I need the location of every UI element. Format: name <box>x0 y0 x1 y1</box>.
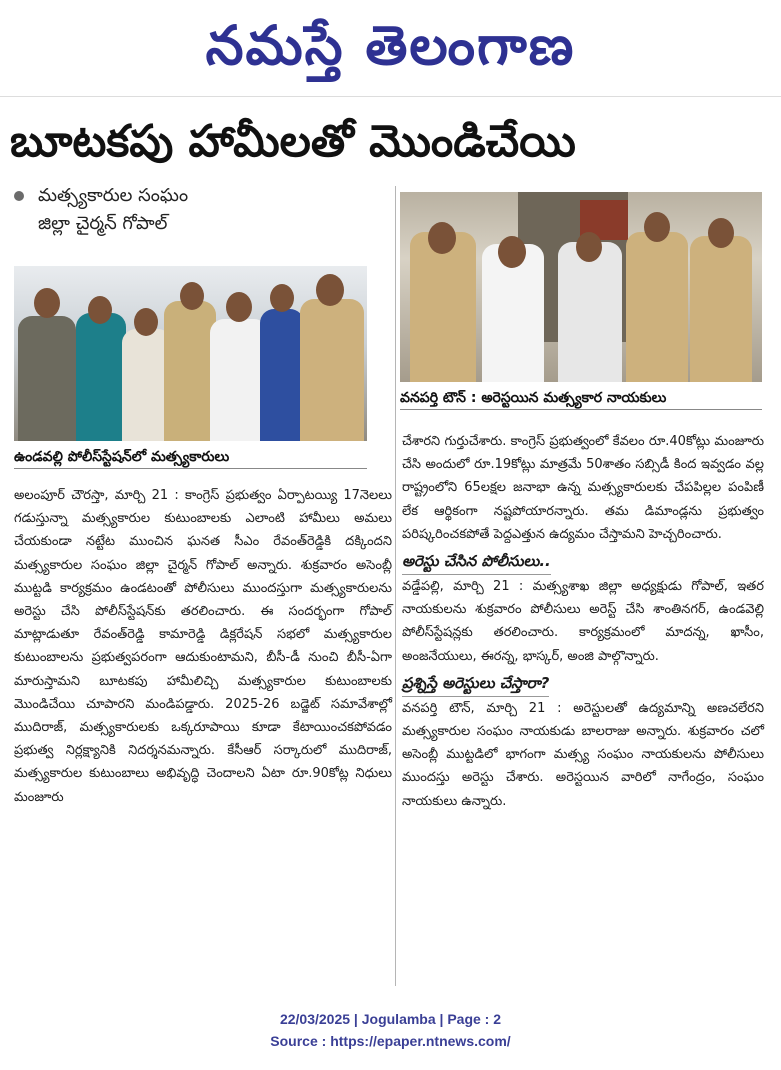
section-body-arrests: వడ్డేపల్లి, మార్చి 21 : మత్స్యశాఖ జిల్లా అధ్యక్షుడు గోపాల్, ఇతర నాయకులను శుక్రవారం పోలీసులు అరెస్ట్ చేసి శాంతినగర్, ఉండవెల్లి పోలీస్‌స్టేషన్లకు తరలించారు. కార్యక్రమంలో మాదన్న, ఖాసీం, అంజనేయులు, ఈరన్న, భాస్కర్, అంజి పాల్గొన్నారు. <box>402 579 764 664</box>
footer-date-edition: 22/03/2025 | Jogulamba | Page : 2 <box>279 1011 502 1027</box>
article-left-column: అలంపూర్ చౌరస్తా, మార్చి 21 : కాంగ్రెస్ ప్రభుత్వం ఏర్పాటయ్యి 17నెలలు గడుస్తున్నా మత్స్యకారుల కుటుంబాలకు ఎలాంటి హామీలు అమలు చేయకుండా నట్టేట ముంచిన ఘనత సీఎం రేవంత్‌రెడ్డికి దక్కిందని మత్స్యకారుల సంఘం జిల్లా చైర్మన్ గోపాల్ అన్నారు. శుక్రవారం అసెంబ్లీ ముట్టడి కార్యక్రమం ఉండటంతో పోలీసులు ముందస్తుగా మత్స్యకారులను అరెస్టు చేసి పోలీస్‌స్టేషన్‌కు తరలించారు. ఈ సందర్భంగా గోపాల్ మాట్లాడుతూ రేవంత్‌రెడ్డి కామారెడ్డి డిక్లరేషన్ సభలో మత్స్యకారుల కుటుంబాలను ప్రభుత్వపరంగా ఆదుకుంటామని, బీసీ-డీ నుంచి బీసీ-ఏగా మారుస్తామని బూటకపు హామీలిచ్చి మత్స్యకారుల కుటుంబాలకు మొండిచేయి చూపారని మండిపడ్డారు. 2025-26 బడ్జెట్ సమావేశాల్లో ముదిరాజ్, మత్స్యకారులకు ఒక్కరూపాయి కూడా కేటాయించకపోవడం ప్రభుత్వ నిర్లక్ష్యానికి నిదర్శనమన్నారు. కేసీఆర్ సర్కారులో ముదిరాజ్, మత్స్యకారుల కుటుంబాలు అభివృద్ధి చెందాలని ఏటా రూ.90కోట్ల నిధులు మంజూరు <box>14 488 392 805</box>
masthead-divider <box>0 96 781 97</box>
photo-arrested-leaders <box>400 192 762 382</box>
photo-caption-left: ఉండవల్లి పోలీస్‌స్టేషన్‌లో మత్స్యకారులు <box>14 446 367 469</box>
article-subheadline <box>14 182 394 238</box>
article-headline: బూటకపు హామీలతో మొండిచేయి <box>10 116 576 167</box>
newspaper-masthead: నమస్తే తెలంగాణ <box>205 14 576 77</box>
section-heading-arrests: అరెస్టు చేసిన పోలీసులు.. <box>402 548 551 575</box>
subheadline-line-2: జిల్లా చైర్మన్ గోపాల్ <box>38 213 168 234</box>
photo-caption-right: వనపర్తి టౌన్ : అరెస్టయిన మత్స్యకార నాయకులు <box>400 387 762 410</box>
section-body-question: వనపర్తి టౌన్, మార్చి 21 : అరెస్టులతో ఉద్యమాన్ని అణచలేరని మత్స్యకారుల సంఘం నాయకుడు బాలరాజు అన్నారు. శుక్రవారం చలో అసెంబ్లీ ముట్టడిలో భాగంగా మత్స్య సంఘం నాయకులను పోలీసులు ముందస్తు అరెస్టు చేశారు. అరెస్టయిన వారిలో నాగేంద్రం, సంఘం నాయకులు ఉన్నారు. <box>402 700 764 809</box>
photo-fishermen-police-station <box>14 266 367 441</box>
column-divider <box>395 186 396 986</box>
section-heading-question: ప్రశ్నిస్తే అరెస్టులు చేస్తారా? <box>402 670 549 697</box>
page-footer <box>0 1008 781 1052</box>
subheadline-line-1: మత్స్యకారుల సంఘం <box>38 185 189 206</box>
footer-source-link[interactable]: Source : https://epaper.ntnews.com/ <box>270 1033 511 1049</box>
article-right-continuation: చేశారని గుర్తుచేశారు. కాంగ్రెస్ ప్రభుత్వంలో కేవలం రూ.40కోట్లు మంజూరు చేసి అందులో రూ.19కోట్లు మాత్రమే 50శాతం సబ్సిడీ కింద ఇవ్వడం వల్ల రాష్ట్రంలోని 65లక్షల జనాభా ఉన్న మత్స్యకారులకు చేపపిల్లల పంపిణీ లేక ఆర్థికంగా నష్టపోయారన్నారు. తమ డిమాండ్లను ప్రభుత్వం పరిష్కరించకపోతే పెద్దఎత్తున ఉద్యమం చేస్తామని హెచ్చరించారు. <box>402 434 764 542</box>
article-right-column <box>402 430 764 813</box>
bullet-icon <box>14 191 24 201</box>
